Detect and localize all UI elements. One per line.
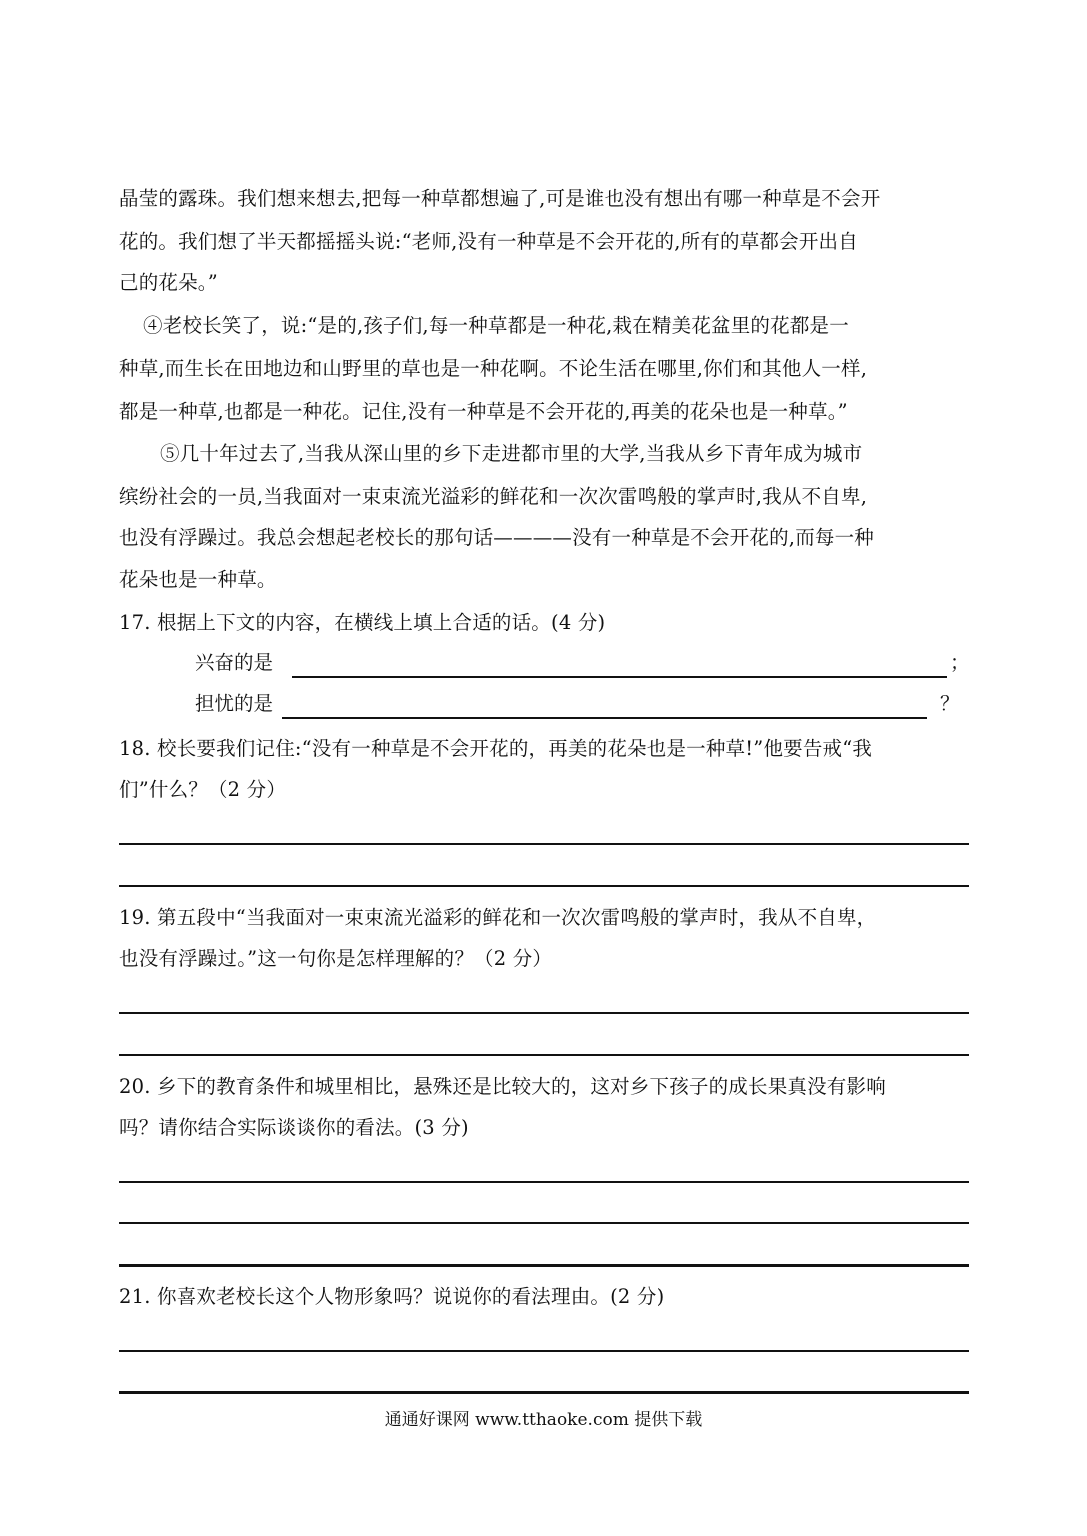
q20-answer-line[interactable]: [119, 1264, 969, 1267]
passage-line: 种草,而生长在田地边和山野里的草也是一种花啊。不论生活在哪里,你们和其他人一样,: [119, 357, 868, 380]
passage-line: 也没有浮躁过。我总会想起老校长的那句话————没有一种草是不会开花的,而每一种: [119, 526, 874, 549]
q17-blank2-punct: ？: [940, 692, 960, 715]
question-20-line1: 20. 乡下的教育条件和城里相比，悬殊还是比较大的，这对乡下孩子的成长果真没有影响: [119, 1075, 886, 1098]
passage-line: 己的花朵。”: [119, 271, 218, 294]
question-18-line2: 们”什么？（2 分）: [119, 778, 287, 801]
q21-answer-line[interactable]: [119, 1391, 969, 1394]
passage-line: 花朵也是一种草。: [119, 568, 277, 591]
q17-blank-row-1: [195, 649, 985, 679]
q19-answer-line[interactable]: [119, 1054, 969, 1056]
question-20-line2: 吗？请你结合实际谈谈你的看法。(3 分): [119, 1116, 469, 1139]
question-21-line1: 21. 你喜欢老校长这个人物形象吗？说说你的看法理由。(2 分): [119, 1285, 665, 1308]
q17-blank-row-2: [195, 690, 985, 720]
q17-blank2-line[interactable]: [282, 717, 927, 719]
q20-answer-line[interactable]: [119, 1181, 969, 1183]
q17-blank1-line[interactable]: [292, 676, 947, 678]
passage-line: 都是一种草,也都是一种花。记住,没有一种草是不会开花的,再美的花朵也是一种草。”: [119, 400, 848, 423]
page-footer: 通通好课网 www.tthaoke.com 提供下载: [384, 1410, 703, 1430]
q18-answer-line[interactable]: [119, 843, 969, 845]
q19-answer-line[interactable]: [119, 1012, 969, 1014]
passage-line: ④老校长笑了，说:“是的,孩子们,每一种草都是一种花,栽在精美花盆里的花都是一: [143, 314, 849, 337]
question-19-line1: 19. 第五段中“当我面对一束束流光溢彩的鲜花和一次次雷鸣般的掌声时，我从不自卑，: [119, 906, 877, 929]
question-18-line1: 18. 校长要我们记住:“没有一种草是不会开花的，再美的花朵也是一种草!”他要告戒“我: [119, 737, 873, 760]
question-19-line2: 也没有浮躁过。”这一句你是怎样理解的？（2 分）: [119, 947, 553, 970]
question-17-text: 17. 根据上下文的内容，在横线上填上合适的话。(4 分): [119, 611, 606, 634]
passage-line: 花的。我们想了半天都摇摇头说:“老师,没有一种草是不会开花的,所有的草都会开出自: [119, 230, 858, 253]
passage-line: 晶莹的露珠。我们想来想去,把每一种草都想遍了,可是谁也没有想出有哪一种草是不会开: [119, 187, 881, 210]
passage-line: ⑤几十年过去了,当我从深山里的乡下走进都市里的大学,当我从乡下青年成为城市: [160, 442, 863, 465]
q17-blank2-label: 担忧的是: [195, 692, 274, 715]
q17-blank1-punct: ；: [950, 651, 970, 674]
q17-blank1-label: 兴奋的是: [195, 651, 274, 674]
q20-answer-line[interactable]: [119, 1222, 969, 1224]
passage-line: 缤纷社会的一员,当我面对一束束流光溢彩的鲜花和一次次雷鸣般的掌声时,我从不自卑,: [119, 485, 868, 508]
q18-answer-line[interactable]: [119, 885, 969, 887]
q21-answer-line[interactable]: [119, 1350, 969, 1352]
